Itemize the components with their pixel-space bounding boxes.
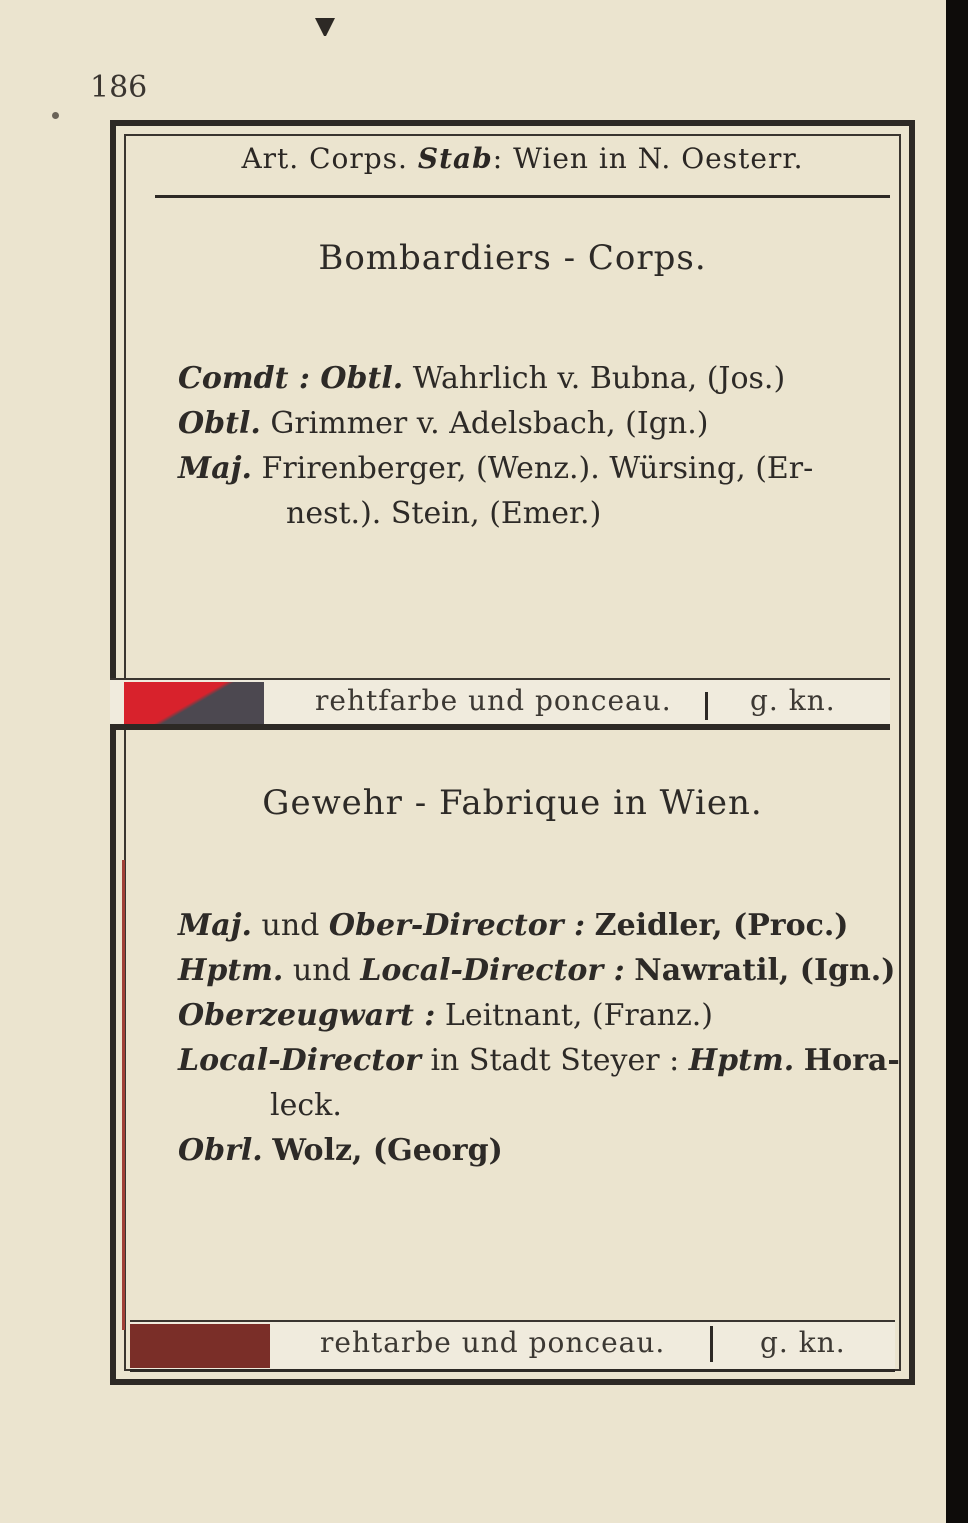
connector-text: in Stadt Steyer : <box>430 1043 680 1078</box>
facing-color-swatch <box>124 682 264 724</box>
officer-line <box>178 1038 900 1083</box>
top-ink-mark <box>315 18 335 36</box>
section-title-gewehr-fabrique: Gewehr - Fabrique in Wien. <box>262 783 763 823</box>
officer-line <box>178 446 888 491</box>
officer-line <box>178 491 888 536</box>
officer-line <box>178 993 888 1038</box>
facing-color-swatch <box>130 1324 270 1368</box>
facing-text: rehtarbe und ponceau. <box>320 1326 666 1359</box>
officer-line <box>178 1128 888 1173</box>
officer-line <box>178 948 896 993</box>
bombardiers-officer-list <box>178 356 888 536</box>
role-label: Hptm. <box>688 1043 795 1078</box>
officer-name: Grimmer v. Adelsbach, (Ign.) <box>270 406 709 441</box>
rank-label: Obrl. <box>178 1133 263 1168</box>
gewehr-officer-list <box>178 903 900 1173</box>
header-location: : Wien in N. Oesterr. <box>492 142 804 175</box>
facing-buttons: g. kn. <box>760 1326 846 1359</box>
facing-text: rehtfarbe und ponceau. <box>315 684 672 717</box>
facing-colors-bar-bombardiers <box>110 678 890 730</box>
rank-label: Oberzeugwart : <box>178 998 436 1033</box>
officer-name: leck. <box>270 1088 342 1123</box>
inner-frame <box>124 134 901 1371</box>
header-prefix: Art. Corps. <box>241 142 408 175</box>
officer-name: nest.). Stein, (Emer.) <box>286 496 602 531</box>
header-rule <box>155 195 890 198</box>
rank-label: Comdt : Obtl. <box>178 361 404 396</box>
page-header <box>155 142 890 175</box>
role-label: Ober-Director : <box>328 908 586 943</box>
connector-text: und <box>292 953 351 988</box>
officer-name: Frirenberger, (Wenz.). Würsing, (Er- <box>261 451 814 486</box>
role-label: Local-Director : <box>360 953 625 988</box>
header-stab: Stab <box>417 142 493 175</box>
officer-name: Leitnant, (Franz.) <box>444 998 714 1033</box>
connector-text: und <box>261 908 320 943</box>
rank-label: Maj. <box>178 908 252 943</box>
book-edge <box>946 0 968 1523</box>
rank-label: Local-Director <box>178 1043 421 1078</box>
officer-line <box>178 356 888 401</box>
rank-label: Maj. <box>178 451 252 486</box>
officer-name: Hora- <box>803 1043 900 1078</box>
ink-dot <box>52 112 59 119</box>
officer-name: Nawratil, (Ign.) <box>634 953 896 988</box>
rank-label: Hptm. <box>178 953 284 988</box>
officer-name: Zeidler, (Proc.) <box>594 908 849 943</box>
facing-separator <box>710 1326 713 1362</box>
facing-colors-bar-gewehr <box>130 1320 895 1372</box>
officer-name: Wahrlich v. Bubna, (Jos.) <box>412 361 786 396</box>
facing-buttons: g. kn. <box>750 684 836 717</box>
red-margin-line <box>122 860 125 1330</box>
officer-line <box>178 903 888 948</box>
section-title-bombardiers: Bombardiers - Corps. <box>318 238 707 278</box>
officer-name: Wolz, (Georg) <box>272 1133 503 1168</box>
officer-line <box>178 401 888 446</box>
page-number: 186 <box>90 70 148 105</box>
rank-label: Obtl. <box>178 406 261 441</box>
officer-line <box>178 1083 888 1128</box>
facing-separator <box>705 692 708 720</box>
